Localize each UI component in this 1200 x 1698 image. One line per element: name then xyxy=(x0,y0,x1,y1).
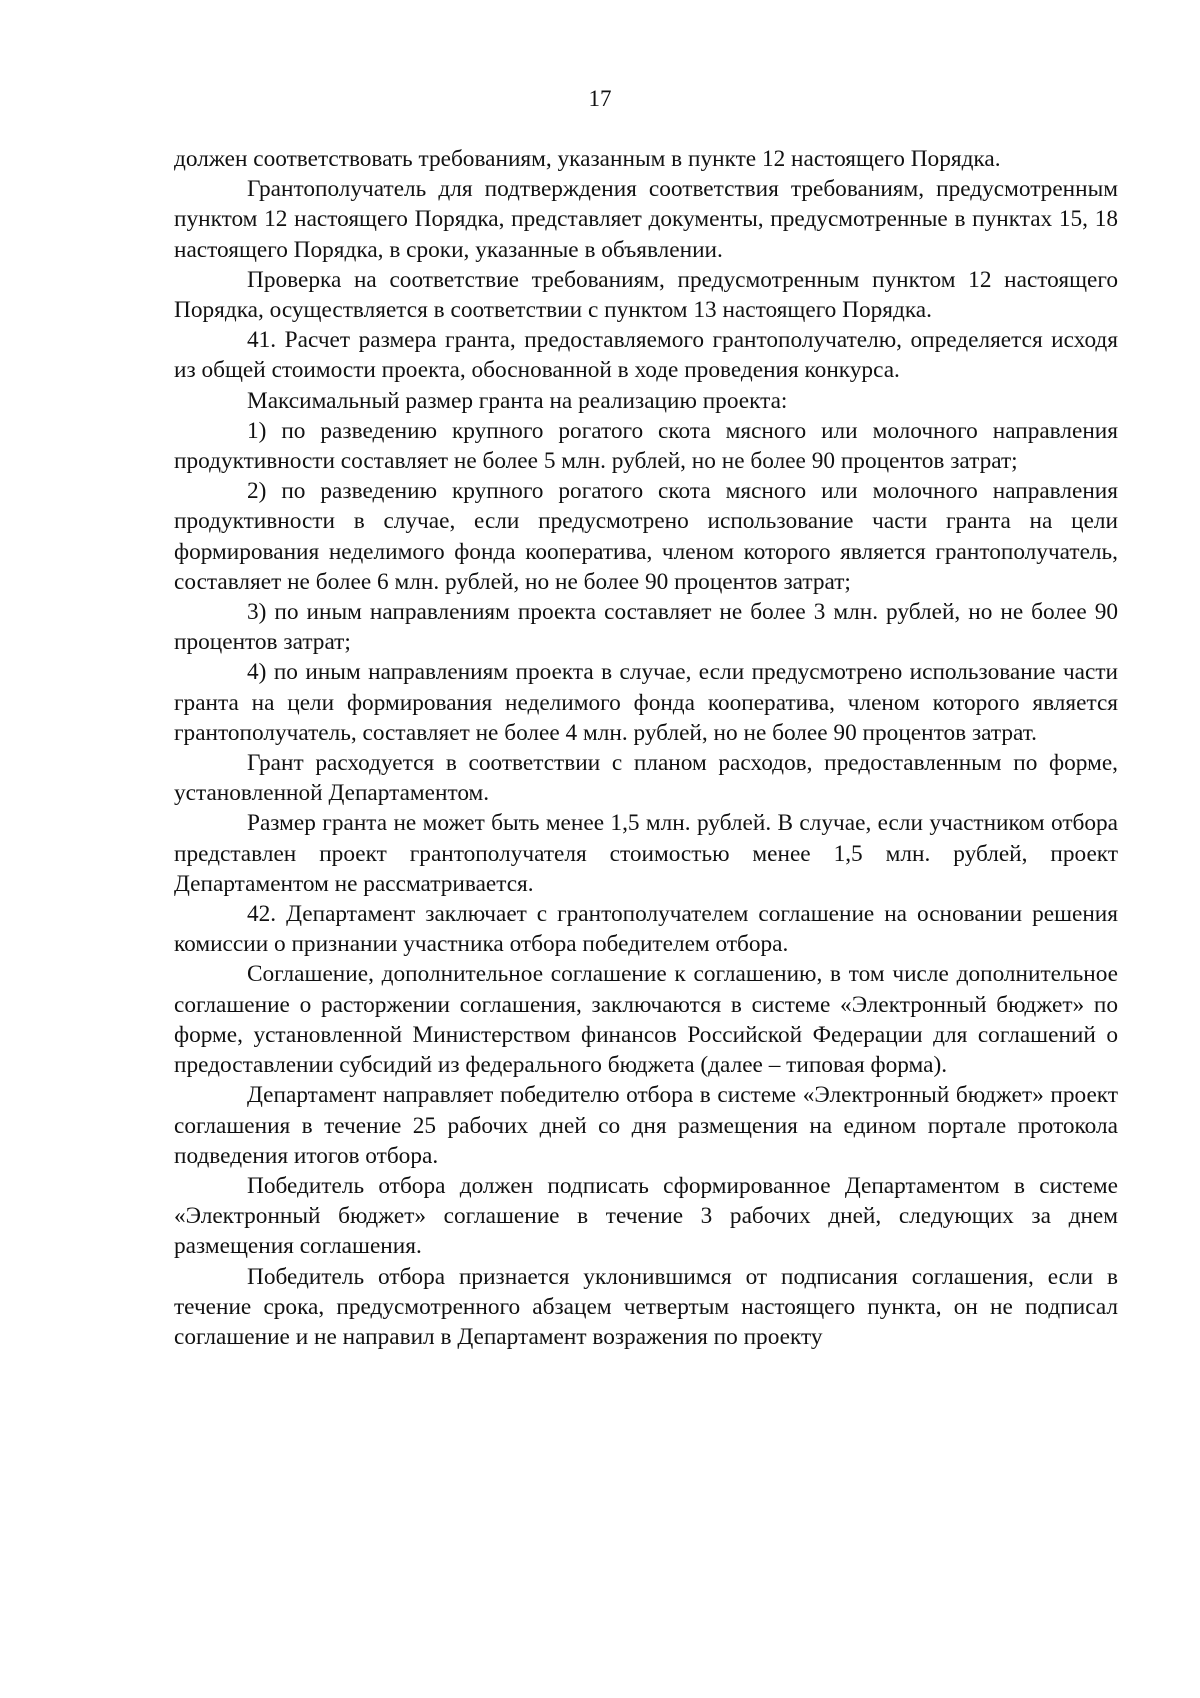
page-number: 17 xyxy=(588,86,612,111)
list-item: 3) по иным направлениям проекта составляет не более 3 млн. рублей, но не более 90 процентов затрат; xyxy=(174,599,1118,656)
list-item: 1) по разведению крупного рогатого скота мясного или молочного направления продуктивности составляет не более 5 млн. рублей, но не более 90 процентов затрат; xyxy=(174,417,1118,475)
paragraph-item-41: 41. Расчет размера гранта, предоставляемого грантополучателю, определяется исходя из общей стоимости проекта, обоснованной в ходе проведения конкурса. xyxy=(174,327,1118,384)
paragraph: Соглашение, дополнительное соглашение к соглашению, в том числе дополнительное соглашение о расторжении соглашения, заключаются в системе «Электронный бюджет» по форме, установленной Министерством финансов Российской Федерации для соглашений о предоставлении субсидий из федерального бюджета (далее – типовая форма). xyxy=(174,961,1118,1079)
paragraph: Максимальный размер гранта на реализацию проекта: xyxy=(247,387,788,414)
paragraph-item-42: 42. Департамент заключает с грантополучателем соглашение на основании решения комиссии о признании участника отбора победителем отбора. xyxy=(174,901,1118,958)
paragraph: должен соответствовать требованиям, указанным в пункте 12 настоящего Порядка. xyxy=(174,146,1001,172)
paragraph: Департамент направляет победителю отбора в системе «Электронный бюджет» проект соглашения в течение 25 рабочих дней со дня размещения на едином портале протокола подведения итогов отбора. xyxy=(174,1082,1118,1169)
paragraph: Грант расходуется в соответствии с планом расходов, предоставленным по форме, установленной Департаментом. xyxy=(174,750,1118,807)
paragraph: Проверка на соответствие требованиям, предусмотренным пунктом 12 настоящего Порядка, осуществляется в соответствии с пунктом 13 настоящего Порядка. xyxy=(174,266,1118,324)
list-item: 4) по иным направлениям проекта в случае, если предусмотрено использование части гранта на цели формирования неделимого фонда кооператива, членом которого является грантополучатель, составляет не более 4 млн. рублей, но не более 90 процентов затрат. xyxy=(174,659,1118,746)
paragraph: Победитель отбора признается уклонившимся от подписания соглашения, если в течение срока, предусмотренного абзацем четвертым настоящего пункта, он не подписал соглашение и не направил в Департамент возражения по проекту xyxy=(174,1263,1118,1350)
document-body xyxy=(174,144,1118,1352)
list-item: 2) по разведению крупного рогатого скота мясного или молочного направления продуктивности в случае, если предусмотрено использование части гранта на цели формирования неделимого фонда кооператива, членом которого является грантополучатель, составляет не более 6 млн. рублей, но не более 90 процентов затрат; xyxy=(174,478,1118,595)
paragraph: Грантополучатель для подтверждения соответствия требованиям, предусмотренным пунктом 12 настоящего Порядка, представляет документы, предусмотренные в пунктах 15, 18 настоящего Порядка, в сроки, указанные в объявлении. xyxy=(174,176,1118,263)
paragraph: Размер гранта не может быть менее 1,5 млн. рублей. В случае, если участником отбора представлен проект грантополучателя стоимостью менее 1,5 млн. рублей, проект Департаментом не рассматривается. xyxy=(174,810,1118,897)
paragraph: Победитель отбора должен подписать сформированное Департаментом в системе «Электронный бюджет» соглашение в течение 3 рабочих дней, следующих за днем размещения соглашения. xyxy=(174,1172,1118,1260)
